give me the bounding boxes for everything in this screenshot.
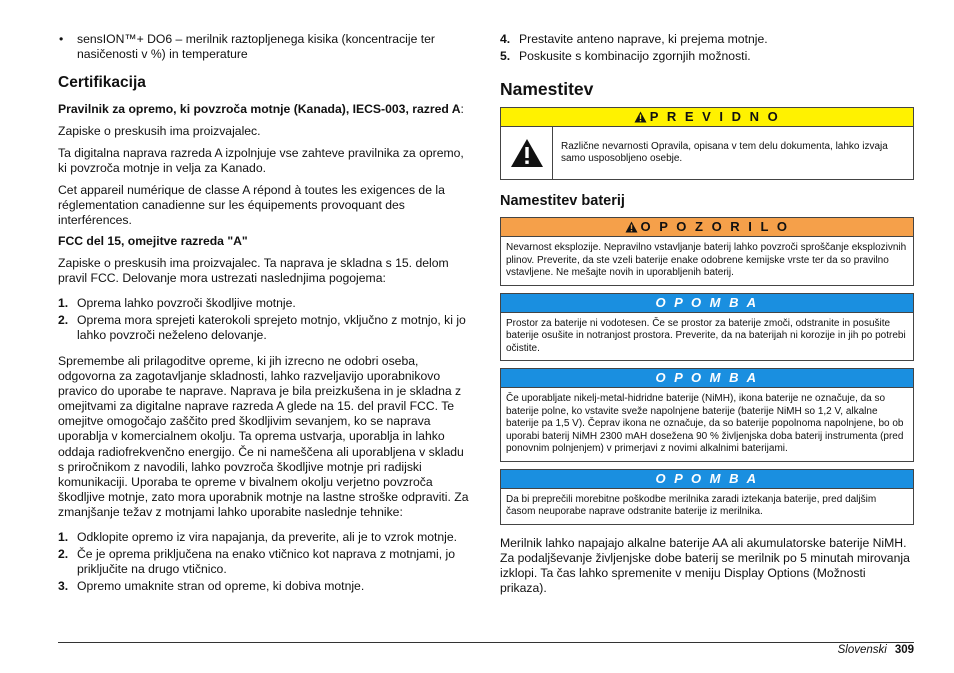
footer-language: Slovenski: [837, 644, 887, 656]
list-number: 4.: [500, 32, 511, 46]
list-item: [58, 579, 470, 594]
list-number: 1.: [58, 530, 69, 545]
caution-box: [500, 107, 914, 180]
note-text: Prostor za baterije ni vodotesen. Če se prostor za baterije zmoči, odstranite in posušite baterije osušite in notranjost prostora. Preverite, da na baterijah ni korozije in jih po potrebi očistite.: [506, 317, 906, 354]
continued-list: [500, 32, 914, 64]
list-number: 2.: [58, 313, 69, 327]
list-text: Poskusite s kombinacijo zgornjih možnosti.: [519, 49, 751, 63]
conditions-list: [58, 296, 470, 343]
list-number: 5.: [500, 49, 511, 63]
paragraph-modifications: Spremembe ali prilagoditve opreme, ki jih izrecno ne odobri oseba, odgovorna za zagotavljanje skladnosti, lahko razveljavijo uporabnikovo pravico do uporabe te naprave. Naprava je bila preizkušena in je skladna z omejitvami za digitalne naprave razreda A glede na 15. del pravil FCC. Te omejitve omogočajo zaščito pred škodljivim sevanjem, ko se naprava uporablja v komercialnem okolju. Ta oprema ustvarja, uporablja in lahko oddaja radiofrekvenčno energijo. Če ni nameščena ali uporabljena v skladu s priročnikom z navodili, lahko povzroča škodljive motnje pri radijski komunikaciji. Uporaba te opreme v bivalnem okolju verjetno povzroča škodljive motnje, zato mora uporabnik motnje na lastne stroške odpraviti. Za zmanjšanje težav z motnjami lahko uporabite naslednje tehnike:: [58, 354, 469, 519]
caution-label: P R E V I D N O: [649, 109, 781, 124]
note-text: Da bi preprečili morebitne poškodbe merilnika zaradi iztekanja baterije, pred daljšim časom neuporabe naprave odstranite baterije iz merilnika.: [506, 493, 877, 517]
list-text: Oprema mora sprejeti katerokoli sprejeto motnjo, vključno z motnjo, ki jo lahko povzroči neželeno delovanje.: [77, 313, 466, 342]
warning-triangle-icon: [625, 221, 638, 233]
list-number: 2.: [58, 547, 69, 562]
fcc-heading: FCC del 15, omejitve razreda "A": [58, 234, 248, 248]
list-text: Odklopite opremo iz vira napajanja, da preverite, ali je to vzrok motnje.: [77, 530, 458, 545]
warning-triangle-icon: [634, 111, 647, 123]
list-item: [58, 530, 470, 545]
list-item: [500, 49, 914, 64]
note-header: O P O M B A: [501, 294, 913, 313]
caution-icon-cell: [501, 127, 553, 179]
warning-box: [500, 217, 914, 286]
note-box: [500, 469, 914, 525]
large-warning-triangle-icon: [510, 138, 544, 168]
certification-heading: Certifikacija: [58, 74, 146, 91]
installation-heading: Namestitev: [500, 79, 594, 99]
bullet-text: sensION™+ DO6 – merilnik raztopljenega kisika (koncentracije ter nasičenosti v %) in temperature: [77, 32, 435, 61]
list-item: [500, 32, 914, 47]
list-item: [58, 296, 470, 311]
list-number: 3.: [58, 579, 69, 594]
list-item: [58, 313, 470, 343]
note-text: Če uporabljate nikelj-metal-hidridne baterije (NiMH), ikona baterije ne označuje, da so baterije polne, ko vstavite sveže napolnjene baterije (baterije NiMH so 1,2 V, alkalne baterije pa 1,5 V). Čeprav ikona ne označuje, da so baterije popolnoma napolnjene, bo ob uporabi baterij NiMH 2300 mAH doseženа 90 % življenjska doba baterij instrumenta (pred ponovnim polnjenjem) v primerjavi z novimi alkalnimi baterijami.: [506, 393, 904, 454]
warning-header: [501, 218, 913, 237]
note-box: [500, 293, 914, 362]
list-text: Oprema lahko povzroči škodljive motnje.: [77, 296, 296, 310]
canada-heading-colon: :: [460, 102, 464, 116]
caution-text: Različne nevarnosti Opravila, opisana v tem delu dokumenta, lahko izvaja samo usposobljeno osebje.: [561, 140, 888, 164]
list-item: [58, 547, 470, 577]
bullet-dot-icon: •: [59, 32, 64, 46]
paragraph-fcc: Zapiske o preskusih ima proizvajalec. Ta naprava je skladna s 15. delom pravil FCC. Delovanje mora ustrezati naslednjima pogojema:: [58, 256, 449, 285]
list-text: Opremo umaknite stran od opreme, ki dobiva motnje.: [77, 579, 365, 594]
bullet-item: [58, 32, 470, 62]
warning-text: Nevarnost eksplozije. Nepravilno vstavljanje baterij lahko povzroči sproščanje eksplozivnih plinov. Preverite, da ste vzeli baterije enake odobrene kemijske vrste ter da so pravilno vstavljene. Ne mešajte novih in uporabljenih baterij.: [506, 242, 907, 278]
canada-heading: [58, 102, 470, 117]
footer-divider: [58, 642, 914, 643]
caution-body: [501, 127, 913, 179]
paragraph-test-records: Zapiske o preskusih ima proizvajalec.: [58, 124, 261, 138]
list-text: Prestavite anteno naprave, ki prejema motnje.: [519, 32, 768, 46]
page-footer: [838, 643, 914, 657]
note-box: [500, 368, 914, 462]
left-column: [58, 32, 470, 594]
warning-label: O P O Z O R I L O: [640, 219, 790, 234]
note-header: O P O M B A: [501, 369, 913, 388]
canada-heading-text: Pravilnik za opremo, ki povzroča motnje (Kanada), IECS-003, razred A: [58, 102, 461, 116]
list-text: Če je oprema priključena na enako vtičnico kot naprava z motnjami, jo priključite na drugo vtičnico.: [77, 547, 456, 577]
paragraph-class-a-canada: Ta digitalna naprava razreda A izpolnjuje vse zahteve pravilnika za opremo, ki povzroča motnje in velja za Kanado.: [58, 146, 464, 175]
techniques-list: [58, 530, 470, 594]
battery-paragraph: Merilnik lahko napajajo alkalne baterije AA ali akumulatorske baterije NiMH. Za podaljševanje življenjske dobe baterij se merilnik po 5 minutah mirovanja izklopi. Ta čas lahko spremenite v meniju Display Options (Možnosti prikaza).: [500, 535, 910, 595]
note-header: O P O M B A: [501, 470, 913, 489]
right-column: [500, 32, 914, 596]
paragraph-french: Cet appareil numérique de classe A répond à toutes les exigences de la réglementation canadienne sur les équipements provoquant des interférences.: [58, 183, 445, 227]
caution-header: [501, 108, 913, 127]
battery-heading: Namestitev baterij: [500, 193, 625, 209]
list-number: 1.: [58, 296, 69, 310]
page-number: 309: [894, 644, 914, 656]
